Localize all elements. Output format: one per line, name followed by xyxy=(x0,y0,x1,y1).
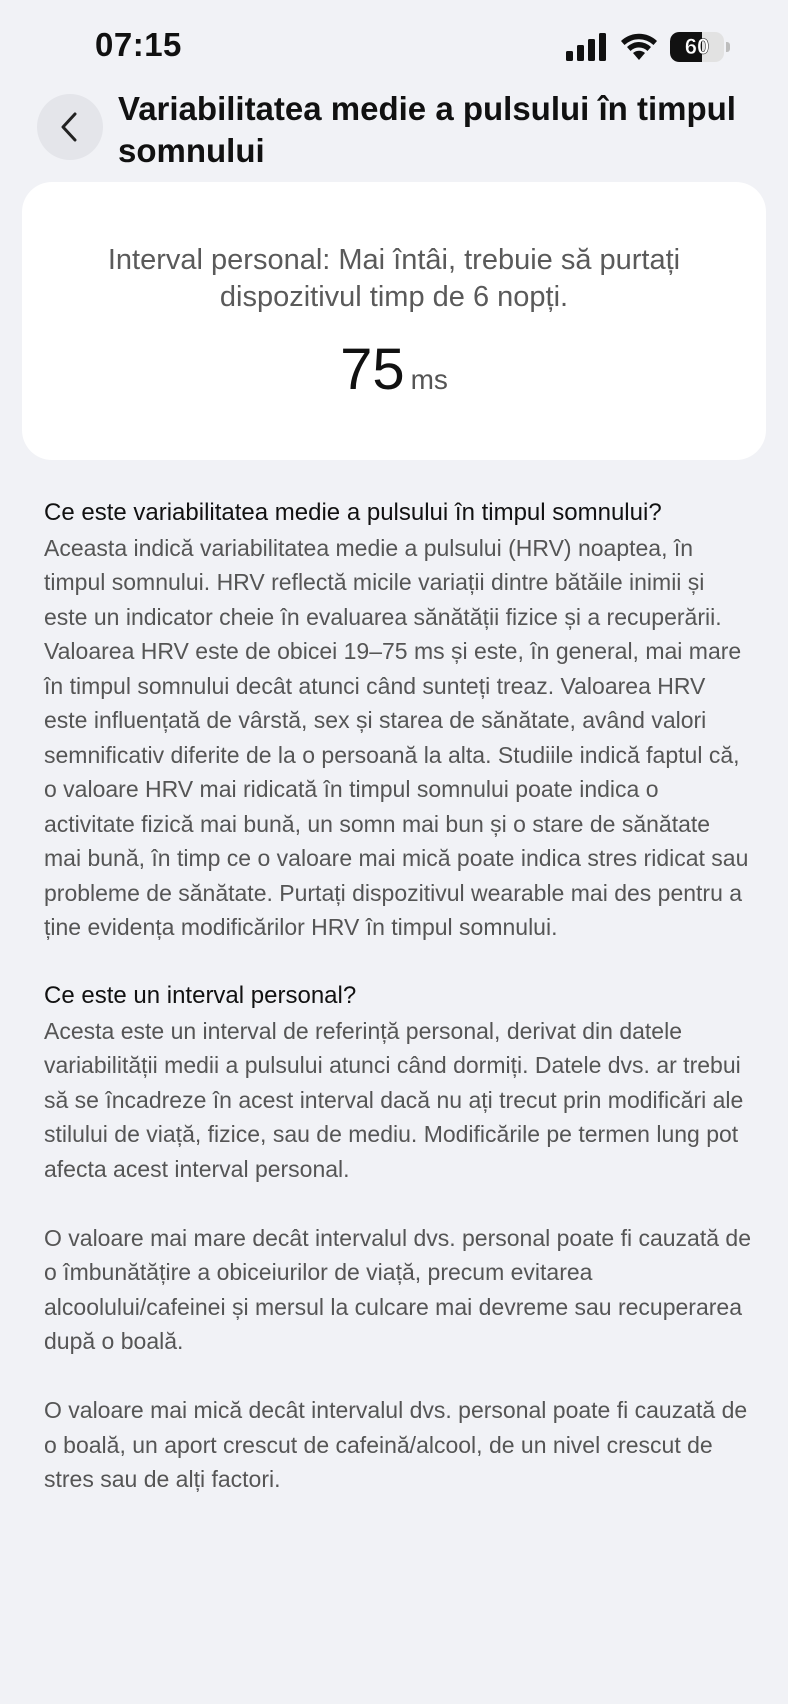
status-time: 07:15 xyxy=(95,26,182,63)
wifi-icon xyxy=(620,33,658,61)
section-title-hrv: Ce este variabilitatea medie a pulsului în timpul somnului? xyxy=(44,499,662,526)
hrv-unit: ms xyxy=(410,364,448,395)
status-icons xyxy=(566,30,730,64)
page-title: Variabilitatea medie a pulsului în timpul somnului xyxy=(118,90,736,169)
section-text-hrv: Aceasta indică variabilitatea medie a pulsului (HRV) noaptea, în timpul somnului. HRV reflectă micile variații dintre bătăile inimii și este un indicator cheie în evaluarea sănătății fizice și a recuperării. Valoarea HRV este de obicei 19–75 ms și este, în general, mai mare în timpul somnului decât atunci când sunteți treaz. Valoarea HRV este influențată de vârstă, sex și starea de sănătate, având valori semnificativ diferite de la o persoană la alta. Studiile indică faptul că, o valoare HRV mai ridicată în timpul somnului poate indica o activitate fizică mai bună, un somn mai bun și o stare de sănătate mai bună, în timp ce o valoare mai mică poate indica stres ridicat sau probleme de sănătate. Purtați dispozitivul wearable mai des pentru a ține evidența modificărilor HRV în timpul somnului. xyxy=(44,534,749,940)
info-content xyxy=(44,496,752,1497)
back-button[interactable] xyxy=(37,94,103,160)
section-title-personal-range: Ce este un interval personal? xyxy=(44,982,357,1009)
status-bar xyxy=(0,0,788,88)
hrv-value-row xyxy=(22,336,766,403)
battery-icon xyxy=(670,32,730,62)
battery-level-text: 60 xyxy=(684,34,710,59)
signal-icon xyxy=(566,33,608,61)
personal-range-text: Interval personal: Mai întâi, trebuie să purtați dispozitivul timp de 6 nopți. xyxy=(107,244,681,313)
section-text-higher-value: O valoare mai mare decât intervalul dvs. personal poate fi cauzată de o îmbunătățire a obiceiurilor de viață, precum evitarea alcoolului/cafeinei și mersul la culcare mai devreme sau recuperarea după o boală. xyxy=(44,1224,751,1354)
section-text-lower-value: O valoare mai mică decât intervalul dvs. personal poate fi cauzată de o boală, un aport crescut de cafeină/alcool, de un nivel crescut de stres sau de alți factori. xyxy=(44,1397,748,1492)
chevron-left-icon xyxy=(58,110,82,144)
hrv-summary-card xyxy=(22,182,766,460)
hrv-value: 75 xyxy=(340,337,405,402)
section-text-personal-range: Acesta este un interval de referință personal, derivat din datele variabilității medii a pulsului atunci când dormiți. Datele dvs. ar trebui să se încadreze în acest interval dacă nu ați trecut prin modificări ale stilului de viață, fizice, sau de mediu. Modificările pe termen lung pot afecta acest interval personal. xyxy=(44,1017,744,1182)
